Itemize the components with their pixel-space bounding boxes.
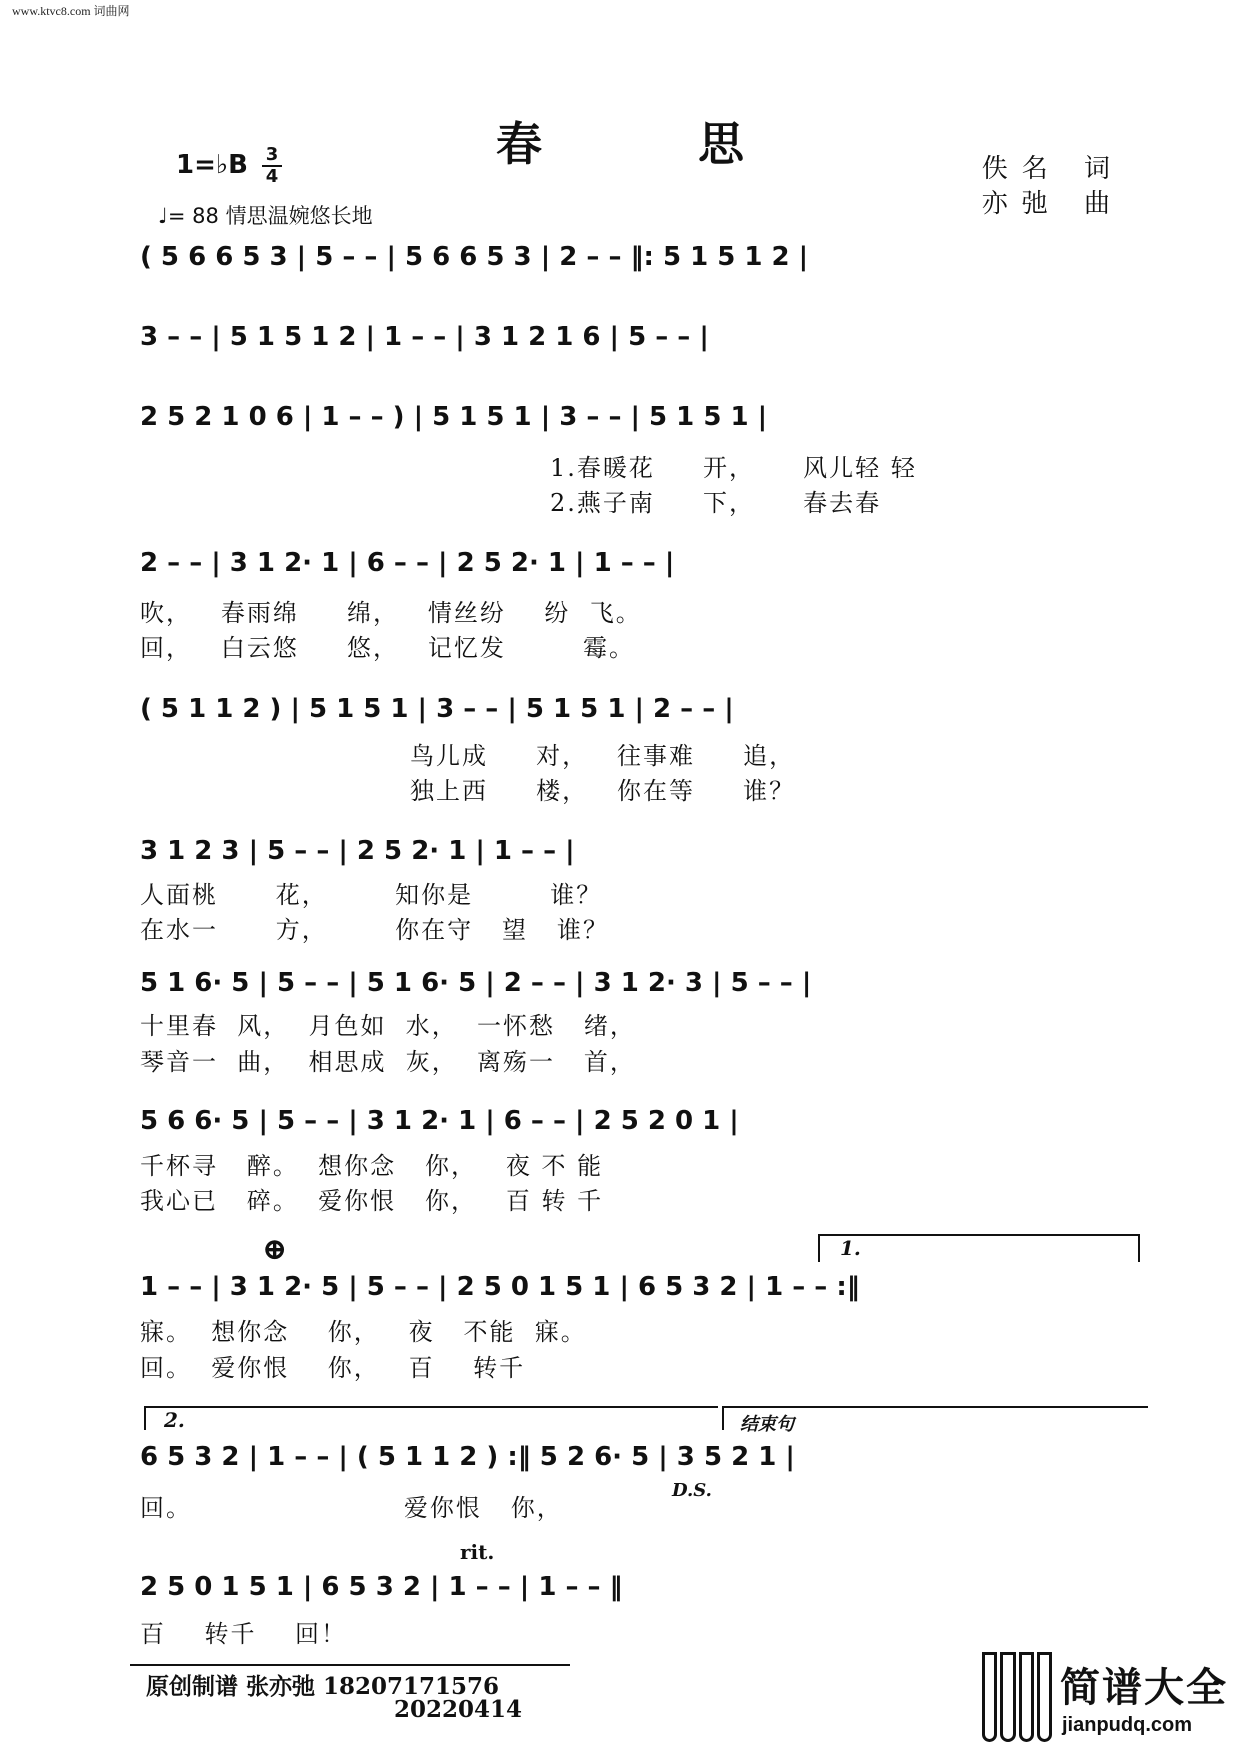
score-line-1: ( 5 6 6 5 3 | 5 – – | 5 6 6 5 3 | 2 – – ‖: 5 1 5 1 2 | bbox=[140, 242, 809, 272]
lyric-line-8a: 千杯寻 醉。 想你念 你， 夜 不 能 bbox=[140, 1152, 604, 1180]
lyric-line-9b: 回。 爱你恨 你， 百 转千 bbox=[140, 1354, 526, 1382]
lyric-line-3b: 2.燕子南 下， 春去春 bbox=[550, 489, 882, 517]
score-line-4: 2 – – | 3 1 2· 1 | 6 – – | 2 5 2· 1 | 1 – – | bbox=[140, 548, 675, 578]
site-watermark: www.ktvc8.com 词曲网 bbox=[12, 4, 130, 18]
coda-sign-icon: ⊕ bbox=[262, 1232, 288, 1267]
score-line-7: 5 1 6· 5 | 5 – – | 5 1 6· 5 | 2 – – | 3 1 2· 3 | 5 – – | bbox=[140, 968, 812, 998]
lyric-line-3a: 1.春暖花 开， 风儿轻 轻 bbox=[550, 454, 917, 482]
footer-rule bbox=[130, 1664, 570, 1666]
ending-bracket bbox=[722, 1406, 1148, 1435]
tempo-marking: ♩= 88 情思温婉悠长地 bbox=[158, 204, 373, 228]
time-bottom: 4 bbox=[265, 166, 279, 187]
lyricist-credit: 佚名 词 bbox=[981, 154, 1124, 184]
score-line-10: 6 5 3 2 | 1 – – | ( 5 1 1 2 ) :‖ 5 2 6· 5 | 3 5 2 1 | bbox=[140, 1442, 795, 1472]
song-title: 春 思 bbox=[495, 117, 814, 171]
lyric-line-9a: 寐。 想你念 你， 夜 不能 寐。 bbox=[140, 1318, 587, 1346]
lyric-line-4a: 吹， 春雨绵 绵， 情丝纷 纷 飞。 bbox=[140, 599, 642, 627]
piano-keys-icon bbox=[982, 1652, 1052, 1742]
lyric-line-5b: 独上西 楼， 你在等 谁？ bbox=[410, 777, 796, 805]
key-signature: 1=♭B bbox=[176, 150, 248, 180]
lyric-line-5a: 鸟儿成 对， 往事难 追， bbox=[410, 742, 796, 770]
footer-credit: 原创制谱 张亦弛 18207171576 bbox=[146, 1673, 500, 1700]
score-line-3: 2 5 2 1 0 6 | 1 – – ) | 5 1 5 1 | 3 – – | 5 1 5 1 | bbox=[140, 402, 768, 432]
score-line-8: 5 6 6· 5 | 5 – – | 3 1 2· 1 | 6 – – | 2 5 2 0 1 | bbox=[140, 1106, 739, 1136]
ds-marking: D.S. bbox=[672, 1480, 712, 1501]
composer-credit: 亦弛 曲 bbox=[981, 189, 1124, 219]
score-line-2: 3 – – | 5 1 5 1 2 | 1 – – | 3 1 2 1 6 | 5 – – | bbox=[140, 322, 709, 352]
lyric-line-7a: 十里春 风， 月色如 水， 一怀愁 绪， bbox=[140, 1012, 636, 1040]
lyric-line-6b: 在水一 方， 你在守 望 谁？ bbox=[140, 916, 609, 944]
logo-url: jianpudq.com bbox=[1062, 1714, 1192, 1736]
lyric-line-8b: 我心已 碎。 爱你恨 你， 百 转 千 bbox=[140, 1187, 604, 1215]
volta-1-bracket bbox=[818, 1234, 1140, 1262]
lyric-line-4b: 回， 白云悠 悠， 记忆发 霉。 bbox=[140, 634, 635, 662]
score-line-5: ( 5 1 1 2 ) | 5 1 5 1 | 3 – – | 5 1 5 1 | 2 – – | bbox=[140, 694, 734, 724]
volta-2-label: 2. bbox=[164, 1408, 185, 1432]
ending-label: 结束句 bbox=[740, 1414, 794, 1435]
time-signature bbox=[262, 146, 282, 186]
logo-text: 简谱大全 bbox=[1060, 1665, 1228, 1711]
footer-date: 20220414 bbox=[394, 1696, 523, 1723]
score-line-6: 3 1 2 3 | 5 – – | 2 5 2· 1 | 1 – – | bbox=[140, 836, 575, 866]
score-line-11: 2 5 0 1 5 1 | 6 5 3 2 | 1 – – | 1 – – ‖ bbox=[140, 1572, 623, 1602]
rit-marking: rit. bbox=[460, 1540, 495, 1564]
volta-2-bracket bbox=[144, 1406, 718, 1430]
site-logo bbox=[982, 1652, 1232, 1748]
lyric-line-7b: 琴音一 曲， 相思成 灰， 离殇一 首， bbox=[140, 1048, 636, 1076]
lyric-line-6a: 人面桃 花， 知你是 谁？ bbox=[140, 881, 603, 909]
lyric-line-10: 回。 爱你恨 你， bbox=[140, 1494, 563, 1522]
volta-1-label: 1. bbox=[840, 1236, 861, 1260]
time-top: 3 bbox=[265, 144, 279, 165]
lyric-line-11: 百 转千 回！ bbox=[140, 1620, 348, 1648]
score-line-9: 1 – – | 3 1 2· 5 | 5 – – | 2 5 0 1 5 1 | 6 5 3 2 | 1 – – :‖ bbox=[140, 1272, 860, 1302]
